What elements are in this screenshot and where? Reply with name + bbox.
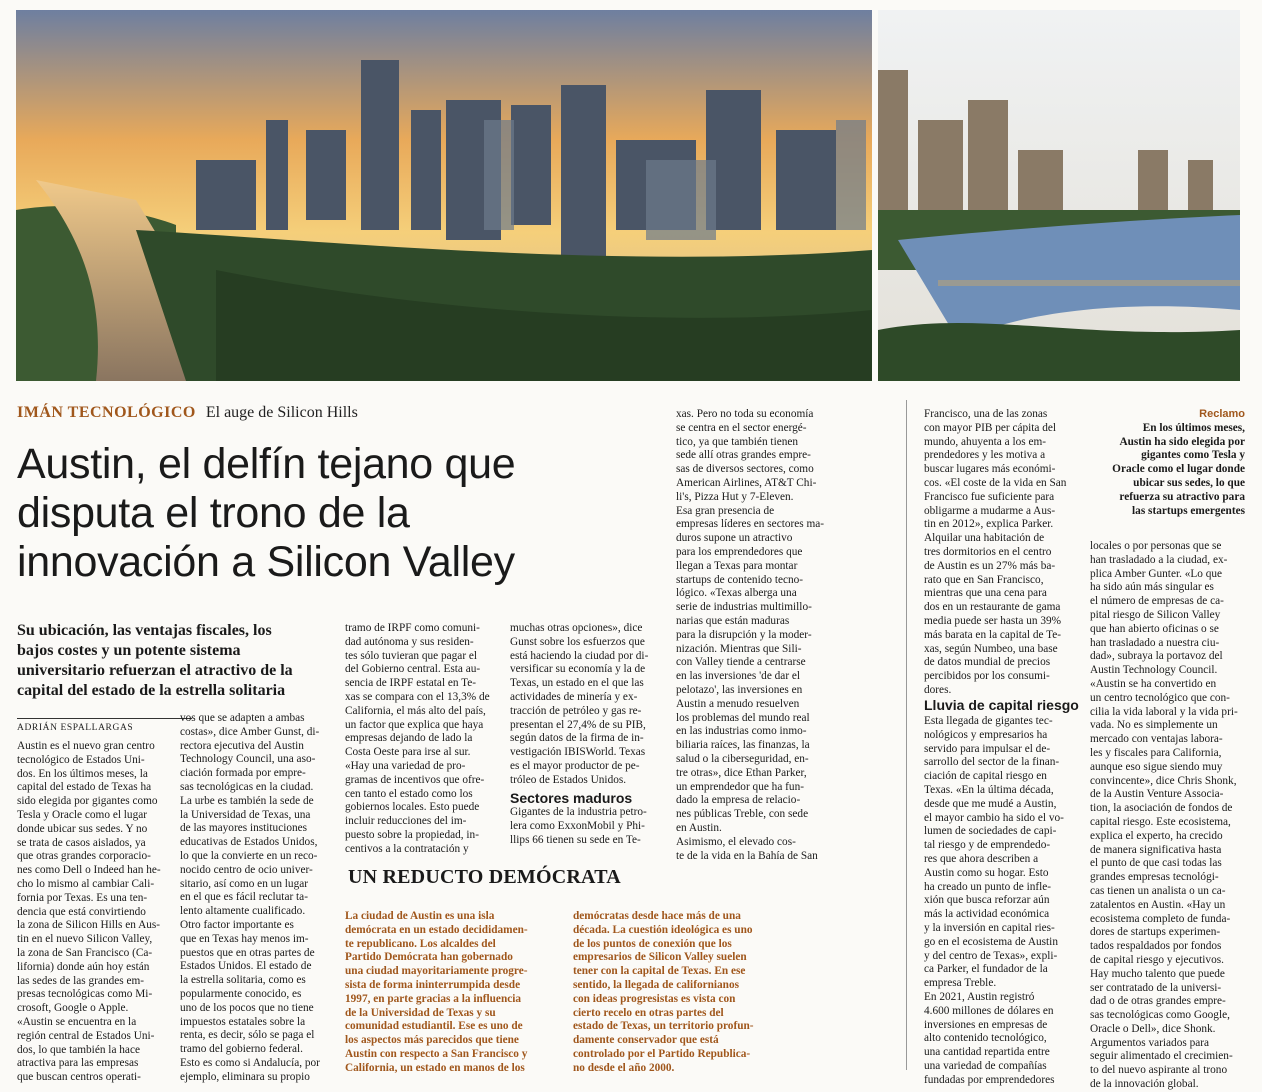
text-line: dos en un restaurante de gama bbox=[924, 601, 1061, 614]
box-column-right bbox=[573, 910, 793, 1076]
text-line: dad», subraya la portavoz del bbox=[1090, 650, 1223, 663]
pull-quote-label: Reclamo bbox=[1199, 408, 1245, 420]
text-line: que buscan centros operati- bbox=[17, 1071, 141, 1084]
text-line: dad o de otras grandes empre- bbox=[1090, 995, 1226, 1008]
body-column-4 bbox=[510, 622, 670, 788]
text-line: Estados Unidos. El estado de bbox=[180, 960, 312, 973]
text-line: comunidad estudiantil. Ese es uno de bbox=[345, 1020, 523, 1033]
text-line: refuerza su atractivo para bbox=[1119, 490, 1245, 503]
text-line: en Austin. bbox=[676, 821, 722, 834]
text-line: nización. Mientras que Sili- bbox=[676, 642, 802, 655]
text-line: dos. En los últimos meses, la bbox=[17, 767, 148, 780]
text-line: dores de startups experimen- bbox=[1090, 926, 1221, 939]
text-line: cas tienen un analista o un ca- bbox=[1090, 884, 1226, 897]
text-line: dencia que está convirtiendo bbox=[17, 905, 146, 918]
text-line: en las inversiones 'de dar el bbox=[676, 670, 801, 683]
text-line: el mayor cambio ha sido el vo- bbox=[924, 811, 1064, 824]
text-line: Esa gran presencia de bbox=[676, 504, 775, 517]
text-line: según datos de la firma de in- bbox=[510, 732, 644, 745]
text-line: la zona de Silicon Hills en Aus- bbox=[17, 919, 161, 932]
text-line: obligarme a mudarme a Aus- bbox=[924, 504, 1056, 517]
text-line: de datos mundial de precios bbox=[924, 656, 1051, 669]
text-line: vos que se adapten a ambas bbox=[180, 712, 305, 724]
text-line: demócrata en un estado decididamen- bbox=[345, 923, 528, 936]
text-line: Argumentos variados para bbox=[1090, 1036, 1210, 1049]
text-line: Partido Demócrata han gobernado bbox=[345, 951, 513, 964]
text-line: American Airlines, AT&T Chi- bbox=[676, 476, 817, 489]
text-line: sas de diversos sectores, como bbox=[676, 463, 814, 476]
text-line: y la inversión en capital ries- bbox=[924, 921, 1055, 934]
text-line: ser contratado de la universi- bbox=[1090, 981, 1222, 994]
text-line: lógico. «Texas alberga una bbox=[676, 587, 797, 600]
text-line: rato que en San Francisco, bbox=[924, 573, 1044, 586]
text-line: ciación formada por empre- bbox=[180, 767, 306, 780]
text-line: «Austin se ha convertido en bbox=[1090, 677, 1217, 690]
text-line: res que ahora describen a bbox=[924, 852, 1039, 865]
text-line: Francisco fue suficiente para bbox=[924, 490, 1055, 503]
body-column-4b bbox=[510, 806, 670, 847]
text-line: en las industrias como inmo- bbox=[676, 725, 807, 738]
text-line: xas, según Numbeo, una base bbox=[924, 642, 1058, 655]
text-line: tracción de petróleo y gas re- bbox=[510, 704, 642, 717]
text-line: biliaria raíces, las finanzas, la bbox=[676, 739, 810, 752]
text-line: Austin Technology Council. bbox=[1090, 664, 1218, 677]
text-line: aunque eso sigue siendo muy bbox=[1090, 760, 1223, 773]
text-line: La ciudad de Austin es una isla bbox=[345, 910, 495, 922]
text-line: dores. bbox=[924, 683, 952, 696]
text-line: lento altamente cualificado. bbox=[180, 905, 306, 918]
subtitle-line: bajos costes y un potente sistema bbox=[17, 642, 241, 659]
text-line: tico, ya que también tienen bbox=[676, 435, 799, 448]
text-line: ha creado un punto de infle- bbox=[924, 880, 1052, 893]
text-line: sencia de IRPF estatal en Te- bbox=[345, 677, 477, 690]
headline-line: innovación a Silicon Valley bbox=[17, 538, 515, 586]
text-line: Austin a menudo resuelven bbox=[676, 697, 800, 710]
text-line: llips 66 tienen su sede en Te- bbox=[510, 833, 641, 846]
text-line: sas tecnológicas en la ciudad. bbox=[180, 780, 314, 793]
text-line: to del nuevo aspirante al trono bbox=[1090, 1064, 1228, 1077]
text-line: la estrella solitaria, como es bbox=[180, 974, 306, 987]
text-line: prendedores y les motiva a bbox=[924, 449, 1046, 462]
text-line: presentan el 27,4% de su PIB, bbox=[510, 718, 646, 731]
text-line: ha sido aún más singular es bbox=[1090, 581, 1214, 594]
text-line: lifornia) donde aún hoy están bbox=[17, 960, 150, 973]
text-line: más barata en la capital de Te- bbox=[924, 628, 1062, 641]
text-line: duros supone un atractivo bbox=[676, 532, 793, 545]
text-line: está haciendo la ciudad por di- bbox=[510, 649, 649, 662]
text-line: xión que busca reforzar aún bbox=[924, 894, 1050, 907]
text-line: Alquilar una habitación de bbox=[924, 532, 1045, 545]
pull-quote bbox=[1095, 408, 1245, 518]
text-line: Texas. «En la última década, bbox=[924, 783, 1054, 796]
headline-line: Austin, el delfín tejano que bbox=[17, 440, 516, 488]
text-line: de capital riesgo y ejecutivos. bbox=[1090, 953, 1224, 966]
text-line: les y fiscales para California, bbox=[1090, 746, 1222, 759]
topic-label: El auge de Silicon Hills bbox=[205, 404, 358, 421]
text-line: Costa Oeste para irse al sur. bbox=[345, 746, 471, 759]
text-line: explica el experto, ha crecido bbox=[1090, 829, 1223, 842]
text-line: de Austin es un 27% más ba- bbox=[924, 559, 1056, 572]
text-line: 1997, en parte gracias a la influencia bbox=[345, 992, 522, 1005]
skyline-photo-right-image bbox=[878, 10, 1240, 381]
text-line: Gunst sobre los esfuerzos que bbox=[510, 635, 645, 648]
text-line: Gigantes de la industria petro- bbox=[510, 806, 647, 818]
text-line: el número de empresas de ca- bbox=[1090, 595, 1224, 608]
text-line: una variedad de compañías bbox=[924, 1059, 1047, 1072]
text-line: una cantidad repartida entre bbox=[924, 1046, 1050, 1059]
text-line: incluir reducciones del im- bbox=[345, 815, 467, 828]
text-line: Austin como su hogar. Esto bbox=[924, 866, 1049, 879]
text-line: el punto de que casi todas las bbox=[1090, 857, 1222, 870]
byline: ADRIÁN ESPALLARGAS bbox=[17, 718, 192, 733]
text-line: impuestos estatales sobre la bbox=[180, 1015, 306, 1028]
text-line: de la Austin Venture Associa- bbox=[1090, 788, 1224, 801]
text-line: fundadas por emprendedores bbox=[924, 1073, 1055, 1086]
text-line: la zona de San Francisco (Ca- bbox=[17, 946, 153, 959]
text-line: un centro tecnológico que con- bbox=[1090, 691, 1230, 704]
text-line: los aspectos más parecidos que tiene bbox=[345, 1034, 519, 1047]
text-line: cos. «El coste de la vida en San bbox=[924, 476, 1067, 489]
text-line: tróleo de Estados Unidos. bbox=[510, 773, 627, 786]
text-line: Austin con respecto a San Francisco y bbox=[345, 1047, 528, 1060]
text-line: cen tanto el estado como los bbox=[345, 787, 473, 800]
text-line: cierto recelo en otras partes del bbox=[573, 1006, 724, 1019]
text-line: convincente», dice Chris Shonk, bbox=[1090, 774, 1237, 787]
text-line: uno de los pocos que no tiene bbox=[180, 1001, 314, 1014]
text-line: década. La cuestión ideológica es uno bbox=[573, 923, 753, 936]
text-line: sarrollo del sector de la finan- bbox=[924, 756, 1060, 769]
text-line: demócratas desde hace más de una bbox=[573, 910, 741, 922]
text-line: ubicar sus sedes, lo que bbox=[1133, 476, 1245, 489]
text-line: tre otras», dice Ethan Parker, bbox=[676, 766, 807, 779]
text-line: con mayor PIB per cápita del bbox=[924, 421, 1057, 434]
text-line: rectora ejecutiva del Austin bbox=[180, 739, 304, 752]
text-line: pital riesgo de Silicon Valley bbox=[1090, 608, 1221, 621]
text-line: inversiones en empresas de bbox=[924, 1018, 1048, 1031]
text-line: dad autónoma y sus residen- bbox=[345, 635, 474, 648]
text-line: xas se compara con el 13,3% de bbox=[345, 690, 490, 703]
text-line: mientras que una cena para bbox=[924, 587, 1047, 600]
text-line: nocido centro de ocio univer- bbox=[180, 863, 313, 876]
text-line: tes sólo tuvieran que pagar el bbox=[345, 649, 478, 662]
text-line: han trasladado a nuestra ciu- bbox=[1090, 636, 1220, 649]
text-line: narias que están maduras bbox=[676, 614, 790, 627]
text-line: locales o por personas que se bbox=[1090, 540, 1222, 552]
text-line: Austin ha sido elegida por bbox=[1119, 435, 1245, 448]
text-line: tramo de IRPF como comuni- bbox=[345, 622, 480, 634]
text-line: nes públicas Treble, con sede bbox=[676, 808, 809, 821]
text-line: puesto sobre la propiedad, in- bbox=[345, 828, 479, 841]
text-line: actividades de minería y ex- bbox=[510, 690, 638, 703]
text-line: Austin es el nuevo gran centro bbox=[17, 740, 155, 752]
text-line: Asimismo, el elevado cos- bbox=[676, 835, 796, 848]
text-line: capital del estado de Texas ha bbox=[17, 781, 152, 794]
text-line: llegan a Texas para montar bbox=[676, 559, 798, 572]
text-line: dos, lo que también la hace bbox=[17, 1043, 140, 1056]
text-line: han trasladado a la ciudad, ex- bbox=[1090, 553, 1228, 566]
text-line: región central de Estados Uni- bbox=[17, 1029, 155, 1042]
text-line: vada. No es simplemente un bbox=[1090, 719, 1218, 732]
text-line: Esta llegada de gigantes tec- bbox=[924, 715, 1053, 727]
text-line: seguir alimentado el crecimien- bbox=[1090, 1050, 1233, 1063]
text-line: empresas líderes en sectores ma- bbox=[676, 518, 825, 531]
text-line: gramas de incentivos que ofre- bbox=[345, 773, 485, 786]
text-line: servido para impulsar el de- bbox=[924, 742, 1051, 755]
text-line: muchas otras opciones», dice bbox=[510, 622, 643, 634]
text-line: vestigación IBISWorld. Texas bbox=[510, 746, 646, 759]
text-line: presas tecnológicas como Mi- bbox=[17, 988, 153, 1001]
subtitle-line: universitario refuerzan el atractivo de la bbox=[17, 662, 293, 679]
text-line: versificar su economía y la de bbox=[510, 663, 646, 676]
text-line: un factor que explica que haya bbox=[345, 718, 484, 731]
text-line: más la actividad económica bbox=[924, 908, 1050, 921]
text-line: California, el más alto del país, bbox=[345, 704, 486, 717]
text-line: go en el ecosistema de Austin bbox=[924, 935, 1058, 948]
text-line: tin en el nuevo Silicon Valley, bbox=[17, 933, 153, 946]
text-line: estado de Texas, un territorio profun- bbox=[573, 1020, 754, 1033]
text-line: Texas, un estado en el que las bbox=[510, 677, 644, 690]
text-line: damente conservador que está bbox=[573, 1034, 719, 1047]
pull-quote-text bbox=[1095, 422, 1245, 519]
skyline-photo-right bbox=[878, 10, 1240, 381]
skyline-photo-left bbox=[16, 10, 872, 381]
text-line: serie de industrias multimillo- bbox=[676, 601, 812, 614]
text-line: crosoft, Google o Apple. bbox=[17, 1002, 129, 1015]
text-line: para la disrupción y la moder- bbox=[676, 628, 812, 641]
text-line: se trata de casos aislados, ya bbox=[17, 836, 146, 849]
text-line: sido elegida por gigantes como bbox=[17, 795, 158, 808]
text-line: un emprendedor que ha fun- bbox=[676, 780, 804, 793]
text-line: atractiva para las empresas bbox=[17, 1057, 139, 1070]
text-line: fornia por Texas. Es una ten- bbox=[17, 891, 148, 904]
text-line: desde que me mudé a Austin, bbox=[924, 797, 1057, 810]
text-line: de la innovación global. bbox=[1090, 1078, 1199, 1091]
text-line: empresa Treble. bbox=[924, 977, 997, 990]
text-line: La urbe es también la sede de bbox=[180, 794, 314, 807]
text-line: controlado por el Partido Republica- bbox=[573, 1047, 751, 1060]
body-column-3 bbox=[345, 622, 505, 857]
text-line: las sedes de las grandes em- bbox=[17, 974, 145, 987]
text-line: una ciudad mayoritariamente progre- bbox=[345, 965, 528, 978]
text-line: startups de contenido tecno- bbox=[676, 573, 804, 586]
text-line: gobiernos locales. Esto puede bbox=[345, 801, 480, 814]
text-line: tados respaldados por fondos bbox=[1090, 940, 1222, 953]
text-line: donde ubicar sus sedes. Y no bbox=[17, 822, 148, 835]
headline-line: disputa el trono de la bbox=[17, 489, 410, 537]
text-line: «Hay una variedad de pro- bbox=[345, 759, 466, 772]
text-line: media puede ser hasta un 39% bbox=[924, 614, 1062, 627]
text-line: y del centro de Texas», expli- bbox=[924, 949, 1058, 962]
text-line: Hay mucho talento que puede bbox=[1090, 967, 1225, 980]
text-line: capital riesgo. Este ecosistema, bbox=[1090, 815, 1231, 828]
text-line: de los puntos de conexión que los bbox=[573, 937, 732, 950]
text-line: que otras grandes corporacio- bbox=[17, 850, 151, 863]
text-line: tener con la capital de Texas. En ese bbox=[573, 965, 746, 978]
subtitle-line: capital del estado de la estrella solitaria bbox=[17, 682, 286, 699]
text-line: que han abierto oficinas o se bbox=[1090, 622, 1219, 635]
text-line: la Universidad de Texas, una bbox=[180, 808, 311, 821]
text-line: de manera significativa hasta bbox=[1090, 843, 1222, 856]
text-line: para los emprendedores que bbox=[676, 545, 803, 558]
text-line: Technology Council, una aso- bbox=[180, 753, 316, 766]
text-line: de las mayores instituciones bbox=[180, 822, 308, 835]
page-title bbox=[17, 440, 617, 587]
text-line: plica Amber Gunter. «Lo que bbox=[1090, 567, 1223, 580]
text-line: con Valley tiende a centrarse bbox=[676, 656, 806, 669]
body-column-1 bbox=[17, 740, 187, 1085]
text-line: tecnológico de Estados Uni- bbox=[17, 753, 145, 766]
text-line: ejemplo, eliminara su propio bbox=[180, 1070, 310, 1083]
text-line: nes como Dell o Indeed han he- bbox=[17, 864, 161, 877]
text-line: con ideas progresistas es vista con bbox=[573, 992, 736, 1005]
text-line: te republicano. Los alcaldes del bbox=[345, 937, 496, 950]
text-line: Tesla y Oracle como el lugar bbox=[17, 808, 148, 821]
text-line: En los últimos meses, bbox=[1142, 421, 1245, 434]
text-line: «Austin se encuentra en la bbox=[17, 1015, 137, 1028]
text-line: empresarios de Silicon Valley suelen bbox=[573, 951, 747, 964]
text-line: sista de forma ininterrumpida desde bbox=[345, 978, 521, 991]
text-line: ca Parker, el fundador de la bbox=[924, 963, 1048, 976]
text-line: alto contenido tecnológico, bbox=[924, 1032, 1047, 1045]
body-column-5 bbox=[676, 408, 836, 863]
text-line: Esto es como si Andalucía, por bbox=[180, 1056, 320, 1069]
text-line: te de la vida en la Bahía de San bbox=[676, 849, 818, 862]
text-line: sentido, la llegada de californianos bbox=[573, 978, 740, 991]
text-line: educativas de Estados Unidos, bbox=[180, 836, 318, 849]
body-column-7 bbox=[1090, 540, 1245, 1092]
text-line: tin en 2012», explica Parker. bbox=[924, 518, 1054, 531]
body-column-6 bbox=[924, 408, 1084, 698]
text-line: es el mayor productor de pe- bbox=[510, 759, 640, 772]
text-line: nológicos y empresarios ha bbox=[924, 728, 1048, 741]
text-line: renta, es decir, sólo se paga el bbox=[180, 1029, 315, 1042]
text-line: Oracle o Dell», dice Shonk. bbox=[1090, 1022, 1216, 1035]
text-line: no desde el año 2000. bbox=[573, 1061, 675, 1074]
section-kicker bbox=[17, 404, 617, 422]
text-line: Oracle como el lugar donde bbox=[1112, 463, 1245, 476]
subhead-sectores-maduros: Sectores maduros bbox=[510, 790, 633, 806]
text-line: pelotazo', las inversiones en bbox=[676, 683, 803, 696]
text-line: sede allí otras grandes empre- bbox=[676, 449, 811, 462]
skyline-photo-left-image bbox=[16, 10, 872, 381]
text-line: cho lo mismo al cambiar Cali- bbox=[17, 877, 155, 890]
text-line: las startups emergentes bbox=[1132, 504, 1245, 517]
text-line: mercado con ventajas labora- bbox=[1090, 733, 1223, 746]
text-line: empresas dejando de lado la bbox=[345, 732, 473, 745]
text-line: del Gobierno central. Esta au- bbox=[345, 663, 481, 676]
text-line: lera como ExxonMobil y Phi- bbox=[510, 819, 645, 832]
text-line: los problemas del mundo real bbox=[676, 711, 810, 724]
text-line: California, un estado en manos de los bbox=[345, 1061, 525, 1074]
text-line: en el que es fácil reclutar ta- bbox=[180, 891, 308, 904]
text-line: grandes empresas tecnológi- bbox=[1090, 871, 1219, 884]
text-line: popularmente conocido, es bbox=[180, 987, 302, 1000]
text-line: ecosistema completo de funda- bbox=[1090, 912, 1231, 925]
box-title: UN REDUCTO DEMÓCRATA bbox=[348, 866, 621, 888]
text-line: Otro factor importante es bbox=[180, 918, 294, 931]
text-line: Francisco, una de las zonas bbox=[924, 408, 1048, 420]
subhead-lluvia-capital: Lluvia de capital riesgo bbox=[924, 697, 1079, 713]
text-line: 4.600 millones de dólares en bbox=[924, 1004, 1054, 1017]
article-subtitle bbox=[17, 621, 342, 701]
text-line: ciación de capital riesgo en bbox=[924, 770, 1047, 783]
column-divider bbox=[906, 400, 907, 1070]
text-line: En 2021, Austin registró bbox=[924, 990, 1035, 1003]
text-line: zatalentos en Austin. «Hay un bbox=[1090, 898, 1226, 911]
text-line: puestos que en otras partes de bbox=[180, 946, 315, 959]
body-column-2 bbox=[180, 712, 345, 1085]
text-line: dado la empresa de relacio- bbox=[676, 794, 801, 807]
text-line: mundo, ahuyenta a los em- bbox=[924, 435, 1047, 448]
text-line: que en Texas hay menos im- bbox=[180, 932, 309, 945]
text-line: xas. Pero no toda su economía bbox=[676, 408, 814, 420]
text-line: sas tecnológicas como Google, bbox=[1090, 1009, 1230, 1022]
subtitle-line: Su ubicación, las ventajas fiscales, los bbox=[17, 622, 272, 639]
text-line: lumen de sociedades de capi- bbox=[924, 825, 1057, 838]
text-line: percibidos por los consumi- bbox=[924, 670, 1050, 683]
text-line: tramo del gobierno federal. bbox=[180, 1043, 303, 1056]
text-line: sitario, así como en un lugar bbox=[180, 877, 309, 890]
text-line: li's, Pizza Hut y 7-Eleven. bbox=[676, 490, 794, 503]
text-line: cilia la vida laboral y la vida pri- bbox=[1090, 705, 1238, 718]
text-line: gigantes como Tesla y bbox=[1141, 449, 1245, 462]
body-column-6b bbox=[924, 715, 1084, 1088]
text-line: de la Universidad de Texas y su bbox=[345, 1006, 496, 1019]
text-line: lo que la convierte en un reco- bbox=[180, 849, 318, 862]
text-line: centivos a la contratación y bbox=[345, 842, 469, 855]
text-line: se centra en el sector energé- bbox=[676, 421, 807, 434]
text-line: costas», dice Amber Gunst, di- bbox=[180, 725, 320, 738]
text-line: tion, la asociación de fondos de bbox=[1090, 802, 1233, 815]
section-label: IMÁN TECNOLÓGICO bbox=[17, 404, 196, 421]
text-line: salud o la ciberseguridad, en- bbox=[676, 752, 809, 765]
text-line: tres dormitorios en el centro bbox=[924, 545, 1052, 558]
text-line: buscar lugares más económi- bbox=[924, 463, 1056, 476]
box-column-left bbox=[345, 910, 565, 1076]
text-line: tal riesgo y de emprendedo- bbox=[924, 839, 1051, 852]
